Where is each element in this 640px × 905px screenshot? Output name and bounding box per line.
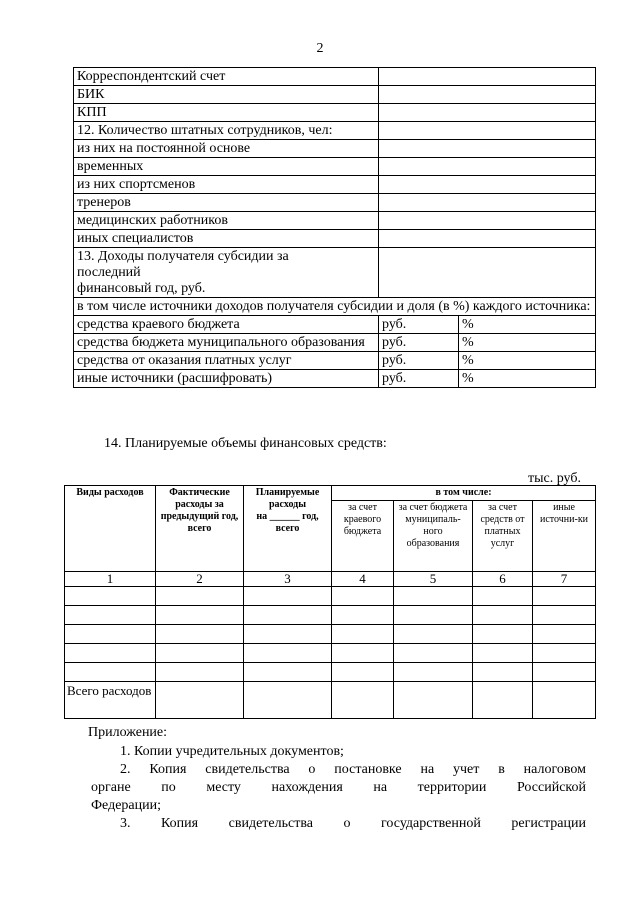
income-label	[74, 248, 379, 298]
table-row	[74, 158, 596, 176]
header-expense-types: Виды расходов	[65, 486, 156, 572]
header-planned-line-1: Планируемые расходы	[255, 487, 320, 510]
source-percent: %	[459, 334, 596, 352]
table-row	[74, 334, 596, 352]
column-number: 5	[394, 572, 473, 587]
value-cell	[379, 248, 596, 298]
source-name: иные источники (расшифровать)	[74, 370, 379, 388]
table-row	[65, 644, 596, 663]
table-row	[65, 663, 596, 682]
row-label: 12. Количество штатных сотрудников, чел:	[74, 122, 379, 140]
column-numbers-row	[65, 572, 596, 587]
table-row	[74, 86, 596, 104]
value-cell	[379, 122, 596, 140]
sources-header: в том числе источники доходов получателя субсидии и доля (в %) каждого источника:	[74, 298, 596, 316]
header-planned-line-3: всего	[275, 523, 300, 534]
applicant-details-table	[73, 67, 596, 388]
row-label: иных специалистов	[74, 230, 379, 248]
header-paid-services: за счет средств от платных услуг	[473, 501, 533, 572]
source-name: средства от оказания платных услуг	[74, 352, 379, 370]
source-percent: %	[459, 352, 596, 370]
header-actual: Фактические расходы за предыдущий год, всего	[156, 486, 244, 572]
value-cell	[379, 140, 596, 158]
table-row	[74, 176, 596, 194]
value-cell	[379, 212, 596, 230]
column-number: 6	[473, 572, 533, 587]
row-label: из них спортсменов	[74, 176, 379, 194]
income-line-1: 13. Доходы получателя субсидии за	[77, 249, 289, 264]
column-number: 7	[533, 572, 596, 587]
source-unit: руб.	[379, 352, 459, 370]
total-row	[65, 682, 596, 719]
row-label: БИК	[74, 86, 379, 104]
page-number: 2	[316, 41, 324, 56]
units-label: тыс. руб.	[528, 471, 581, 486]
header-row	[65, 486, 596, 501]
source-name: средства краевого бюджета	[74, 316, 379, 334]
table-row	[74, 316, 596, 334]
appendix-title: Приложение:	[88, 725, 168, 740]
row-label: временных	[74, 158, 379, 176]
appendix-item-2-line-3: Федерации;	[91, 798, 162, 813]
table-row	[74, 370, 596, 388]
table-row	[74, 248, 596, 298]
table-row	[65, 606, 596, 625]
row-label: тренеров	[74, 194, 379, 212]
income-line-2: последний	[77, 265, 141, 280]
total-label: Всего расходов	[65, 682, 156, 719]
table-row	[74, 140, 596, 158]
table-row	[74, 104, 596, 122]
value-cell	[379, 158, 596, 176]
table-row	[74, 68, 596, 86]
value-cell	[379, 68, 596, 86]
column-number: 3	[244, 572, 332, 587]
table-row	[65, 587, 596, 606]
header-including: в том числе:	[332, 486, 596, 501]
row-label: из них на постоянной основе	[74, 140, 379, 158]
header-other: иные источни-ки	[533, 501, 596, 572]
appendix-item-3: 3. Копия свидетельства о государственной регистрации	[120, 816, 586, 831]
value-cell	[379, 86, 596, 104]
table-row	[74, 212, 596, 230]
table-row	[74, 230, 596, 248]
header-municipal: за счет бюджета муниципаль-ного образования	[394, 501, 473, 572]
header-planned-line-2: на ______ год,	[256, 511, 319, 522]
source-unit: руб.	[379, 334, 459, 352]
source-percent: %	[459, 370, 596, 388]
column-number: 1	[65, 572, 156, 587]
appendix-item-2-line-2: органе по месту нахождения на территории Российской	[91, 780, 586, 795]
header-planned	[244, 486, 332, 572]
table-row	[74, 194, 596, 212]
source-unit: руб.	[379, 316, 459, 334]
value-cell	[379, 176, 596, 194]
header-regional: за счет краевого бюджета	[332, 501, 394, 572]
table-row	[74, 298, 596, 316]
column-number: 2	[156, 572, 244, 587]
appendix-item-1: 1. Копии учредительных документов;	[120, 744, 344, 759]
source-percent: %	[459, 316, 596, 334]
source-name: средства бюджета муниципального образования	[74, 334, 379, 352]
row-label: Корреспондентский счет	[74, 68, 379, 86]
section-14-title: 14. Планируемые объемы финансовых средств:	[104, 436, 387, 451]
table-row	[74, 352, 596, 370]
table-row	[65, 625, 596, 644]
source-unit: руб.	[379, 370, 459, 388]
planned-expenses-table	[64, 485, 596, 719]
table-row	[74, 122, 596, 140]
value-cell	[379, 194, 596, 212]
row-label: медицинских работников	[74, 212, 379, 230]
row-label: КПП	[74, 104, 379, 122]
value-cell	[379, 230, 596, 248]
income-line-3: финансовый год, руб.	[77, 281, 206, 296]
appendix-item-2-line-1: 2. Копия свидетельства о постановке на учет в налоговом	[120, 762, 586, 777]
value-cell	[379, 104, 596, 122]
column-number: 4	[332, 572, 394, 587]
